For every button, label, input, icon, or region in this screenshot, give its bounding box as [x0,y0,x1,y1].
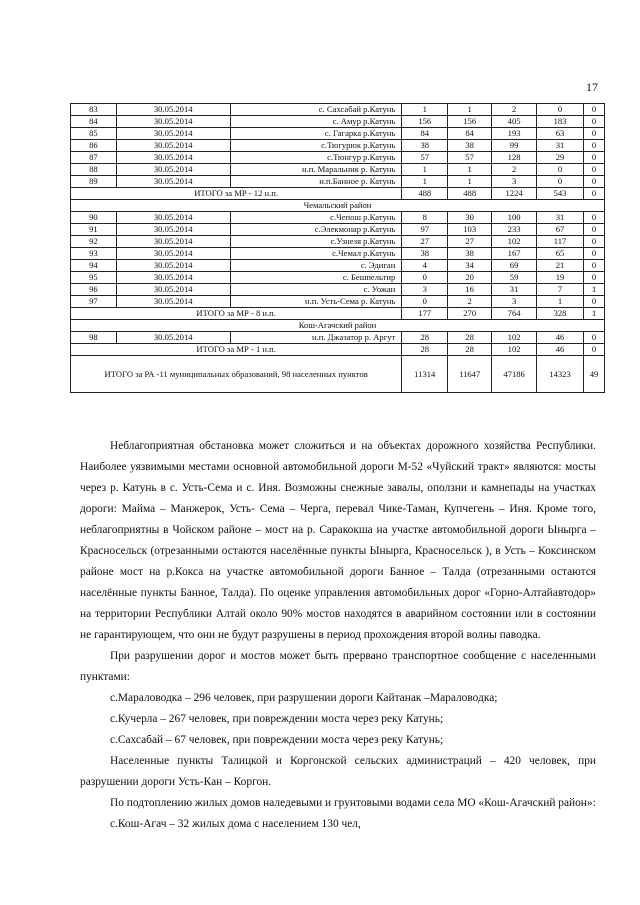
settlements-table [70,103,605,393]
paragraph: с.Мараловодка – 296 человек, при разрушении дороги Кайтанак –Мараловодка; [110,692,498,704]
table-cell: 1 [448,164,492,176]
table-row [71,272,605,284]
table-cell: 11314 [402,356,448,393]
table-cell: 38 [448,248,492,260]
table-cell: 28 [402,344,448,356]
table-cell: 30.05.2014 [116,116,230,128]
grand-total-row [71,356,605,393]
table-cell: с.Элекмонар р.Катунь [230,224,402,236]
table-row [71,140,605,152]
table-cell: 30.05.2014 [116,260,230,272]
table-cell: 87 [71,152,117,164]
table-cell: 89 [71,176,117,188]
table-cell: 30.05.2014 [116,224,230,236]
table-cell: 31 [492,284,537,296]
table-cell: 1224 [492,188,537,200]
table-cell: 2 [492,104,537,116]
table-cell: 488 [402,188,448,200]
table-cell: 63 [537,128,584,140]
table-cell: н.п. Усть-Сема р. Катунь [230,296,402,308]
table-cell: 0 [583,128,604,140]
table-cell: 30 [448,212,492,224]
table-cell: 27 [448,236,492,248]
table-cell: 543 [537,188,584,200]
table-cell: 156 [448,116,492,128]
table-cell: 29 [537,152,584,164]
table-cell: 2 [448,296,492,308]
table-cell: 21 [537,260,584,272]
table-cell: 103 [448,224,492,236]
table-cell: 97 [402,224,448,236]
table-cell: 99 [492,140,537,152]
table-cell: 102 [492,344,537,356]
table-cell: 30.05.2014 [116,212,230,224]
table-cell: 46 [537,332,584,344]
table-cell: 8 [402,212,448,224]
paragraph: Неблагоприятная обстановка может сложиться и на объектах дорожного хозяйства Республики. Наиболее уязвимыми местами основной автомобильной дороги М-52 «Чуйский тракт» являются: мосты через р. Катунь в с. Усть-Сема и с. Иня. Возможны снежные завалы, оползни и камнепады на участках дороги: Майма – Манжерок, Усть- Сема – Черга, перевал Чике-Таман, Купчегень – Иня. Кроме того, неблагоприятны в Чойском районе – мост на р. Саракокша на участке автомобильной дороги Ынырга – Красносельск (отрезанными остаются населённые пункты Ынырга, Красносельск ), в Усть – Коксинском районе мост на р.Кокса на участке автомобильной дороги Банное – Талда (отрезанными остаются населённые пункты Банное, Талда). По оценке управления автомобильных дорог «Горно-Алтайавтодор» на территории Республики Алтай около 90% мостов находятся в аварийном состоянии или в состоянии не гарантирующем, что они не будут разрушены в период прохождения второй волны паводка. [80,440,596,641]
table-cell: 46 [537,344,584,356]
table-cell: 47186 [492,356,537,393]
table-cell: 100 [492,212,537,224]
table-row [71,176,605,188]
table-cell: 84 [448,128,492,140]
table-cell: 28 [448,344,492,356]
table-cell: 30.05.2014 [116,176,230,188]
table-cell: 11647 [448,356,492,393]
table-cell: 3 [402,284,448,296]
body-text [80,436,596,835]
table-cell: 0 [583,260,604,272]
table-row [71,116,605,128]
table-cell: 83 [71,104,117,116]
table-cell: 488 [448,188,492,200]
table-cell: 405 [492,116,537,128]
table-cell: 1 [583,308,604,320]
table-cell: 30.05.2014 [116,272,230,284]
table-row [71,104,605,116]
table-cell: 30.05.2014 [116,248,230,260]
table-cell: с. Гагарка р.Катунь [230,128,402,140]
table-cell: 28 [448,332,492,344]
table-cell: с.Тюгурюк р.Катунь [230,140,402,152]
table-cell: 1 [402,176,448,188]
table-cell: 102 [492,236,537,248]
table-cell: 128 [492,152,537,164]
section-row [71,200,605,212]
table-row [71,284,605,296]
page-number: 17 [586,80,598,94]
table-cell: 90 [71,212,117,224]
table-row [71,224,605,236]
table-cell: 19 [537,272,584,284]
table-cell: 0 [583,188,604,200]
table-row [71,128,605,140]
table-cell: 193 [492,128,537,140]
table-cell: 86 [71,140,117,152]
table-row [71,164,605,176]
table-cell: Чемальский район [71,200,605,212]
table-cell: 3 [492,296,537,308]
table-cell: 65 [537,248,584,260]
paragraph: При разрушении дорог и мостов может быть прервано транспортное сообщение с населенными пунктами: [80,650,596,683]
table-cell: 30.05.2014 [116,164,230,176]
table-cell: 31 [537,140,584,152]
table-cell: 1 [402,104,448,116]
table-cell: 30.05.2014 [116,284,230,296]
table-cell: ИТОГО за МР - 8 н.п. [71,308,402,320]
table-cell: 92 [71,236,117,248]
table-cell: 93 [71,248,117,260]
table-cell: 38 [402,248,448,260]
table-cell: с.Чепош р.Катунь [230,212,402,224]
table-cell: 764 [492,308,537,320]
total-row [71,188,605,200]
table-cell: 0 [583,152,604,164]
table-cell: ИТОГО за МР - 12 н.п. [71,188,402,200]
table-cell: 117 [537,236,584,248]
table-cell: 59 [492,272,537,284]
table-cell: ИТОГО за МР - 1 н.п. [71,344,402,356]
paragraph: По подтоплению жилых домов наледевыми и грунтовыми водами села МО «Кош-Агачский район»: [110,797,596,809]
table-row [71,260,605,272]
table-row [71,152,605,164]
table-cell: 183 [537,116,584,128]
table-cell: 0 [583,164,604,176]
table-cell: н.п. Маральник р. Катунь [230,164,402,176]
table-cell: 0 [402,272,448,284]
paragraph: с.Сахсабай – 67 человек, при повреждении моста через реку Катунь; [110,734,444,746]
table-cell: 30.05.2014 [116,104,230,116]
table-cell: 30.05.2014 [116,128,230,140]
table-cell: 4 [402,260,448,272]
table-cell: 0 [537,164,584,176]
table-cell: 167 [492,248,537,260]
table-cell: с. Эдиган [230,260,402,272]
table-cell: 0 [583,332,604,344]
table-row [71,332,605,344]
table-cell: н.п. Джазатор р. Аргут [230,332,402,344]
table-cell: 30.05.2014 [116,236,230,248]
table-cell: 1 [448,104,492,116]
table-cell: с. Бешпельтир [230,272,402,284]
table-cell: 0 [583,344,604,356]
table-cell: 49 [583,356,604,393]
paragraph: с.Кош-Агач – 32 жилых дома с населением 130 чел, [110,818,361,830]
table-cell: 0 [583,296,604,308]
table-cell: 328 [537,308,584,320]
table-cell: 57 [402,152,448,164]
table-cell: 98 [71,332,117,344]
table-cell: 0 [537,104,584,116]
table-cell: 30.05.2014 [116,296,230,308]
table-cell: 0 [583,176,604,188]
table-cell: 0 [583,116,604,128]
table-cell: 0 [583,104,604,116]
paragraph: Населенные пункты Талицкой и Коргонской сельских администраций – 420 человек, при разрушении дороги Усть-Кан – Коргон. [80,755,596,788]
table-cell: 30.05.2014 [116,152,230,164]
table-cell: 84 [402,128,448,140]
table-cell: с.Чемал р.Катунь [230,248,402,260]
table-cell: 95 [71,272,117,284]
table-cell: 34 [448,260,492,272]
table-cell: 91 [71,224,117,236]
table-cell: 38 [448,140,492,152]
table-cell: 0 [402,296,448,308]
table-cell: 96 [71,284,117,296]
table-cell: 0 [583,236,604,248]
table-cell: с. Сахсабай р.Катунь [230,104,402,116]
table-cell: с. Амур р.Катунь [230,116,402,128]
table-cell: 16 [448,284,492,296]
table-cell: 27 [402,236,448,248]
table-cell: 67 [537,224,584,236]
table-cell: 1 [402,164,448,176]
table-cell: 20 [448,272,492,284]
table-cell: 28 [402,332,448,344]
table-row [71,236,605,248]
table-cell: 30.05.2014 [116,332,230,344]
table-cell: с. Уожан [230,284,402,296]
table-cell: 0 [583,248,604,260]
table-cell: с.Тюнгур р.Катунь [230,152,402,164]
table-cell: 14323 [537,356,584,393]
total-row [71,308,605,320]
table-cell: 270 [448,308,492,320]
table-cell: 38 [402,140,448,152]
table-row [71,296,605,308]
table-cell: 2 [492,164,537,176]
paragraph: с.Кучерла – 267 человек, при повреждении моста через реку Катунь; [110,713,444,725]
table-cell: 30.05.2014 [116,140,230,152]
table-cell: 85 [71,128,117,140]
table-cell: 1 [448,176,492,188]
table-cell: ИТОГО за РА -11 муниципальных образований, 98 населенных пунктов [71,356,402,393]
table-cell: 57 [448,152,492,164]
table-cell: 97 [71,296,117,308]
table-cell: 0 [537,176,584,188]
table-cell: 69 [492,260,537,272]
table-cell: 3 [492,176,537,188]
table-cell: 177 [402,308,448,320]
table-cell: 84 [71,116,117,128]
table-cell: Кош-Агачский район [71,320,605,332]
table-cell: 1 [537,296,584,308]
table-cell: 94 [71,260,117,272]
table-cell: 1 [583,284,604,296]
table-cell: 0 [583,140,604,152]
table-cell: 102 [492,332,537,344]
section-row [71,320,605,332]
table-cell: 156 [402,116,448,128]
table-cell: 0 [583,224,604,236]
table-cell: с.Узнезя р.Катунь [230,236,402,248]
table-cell: 233 [492,224,537,236]
table-cell: 88 [71,164,117,176]
table-cell: 7 [537,284,584,296]
table-cell: 0 [583,212,604,224]
table-row [71,248,605,260]
table-cell: 31 [537,212,584,224]
table-cell: н.п.Банное р. Катунь [230,176,402,188]
table-row [71,212,605,224]
table-cell: 0 [583,272,604,284]
total-row [71,344,605,356]
